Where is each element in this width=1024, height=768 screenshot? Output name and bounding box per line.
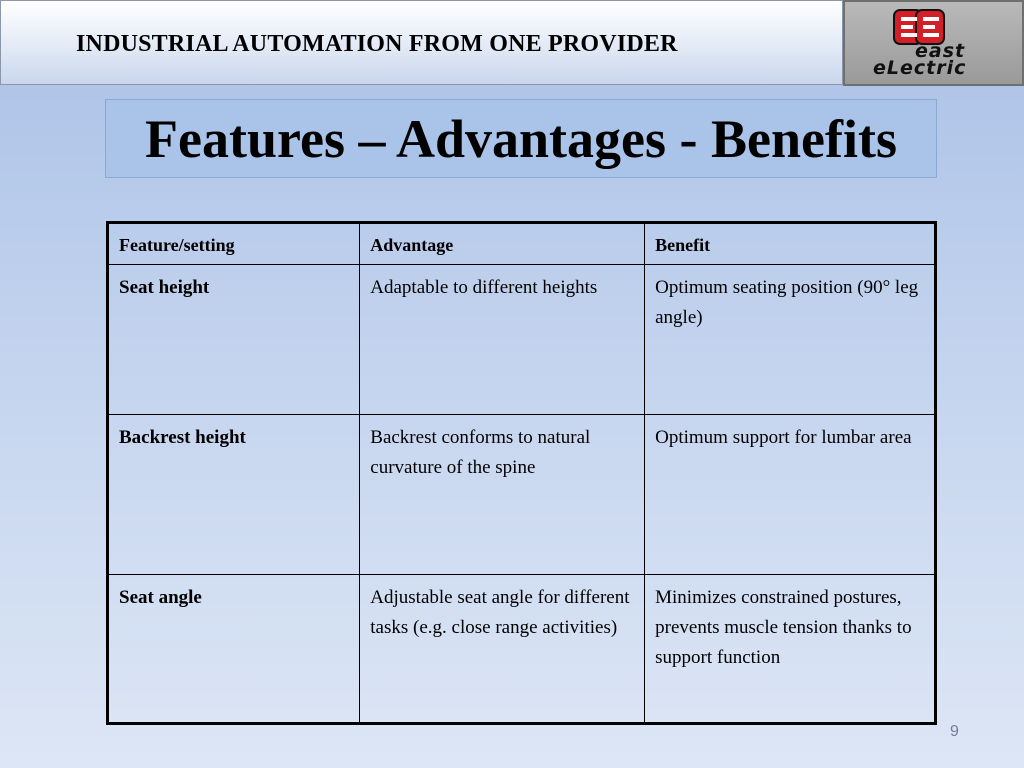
slide-title: Features – Advantages - Benefits <box>145 108 897 169</box>
logo-text-east: east <box>915 40 966 62</box>
feature-cell: Seat height <box>108 265 360 415</box>
page-number: 9 <box>950 723 959 740</box>
column-header-feature: Feature/setting <box>108 223 360 265</box>
advantage-cell: Adaptable to different heights <box>360 265 645 415</box>
feature-cell: Backrest height <box>108 415 360 575</box>
title-box <box>105 99 937 178</box>
table-row <box>108 265 936 415</box>
benefit-cell: Optimum support for lumbar area <box>645 415 936 575</box>
advantage-cell: Adjustable seat angle for different tasks (e.g. close range activities) <box>360 575 645 724</box>
features-table <box>106 221 937 725</box>
column-header-benefit: Benefit <box>645 223 936 265</box>
header-band <box>0 0 843 85</box>
table-row <box>108 415 936 575</box>
column-header-advantage: Advantage <box>360 223 645 265</box>
company-logo <box>843 0 1024 86</box>
table-header-row <box>108 223 936 265</box>
feature-cell: Seat angle <box>108 575 360 724</box>
logo-text-electric: eLectric <box>873 57 967 79</box>
header-tagline: INDUSTRIAL AUTOMATION FROM ONE PROVIDER <box>76 31 678 57</box>
table-row <box>108 575 936 724</box>
benefit-cell: Minimizes constrained postures, prevents muscle tension thanks to support function <box>645 575 936 724</box>
benefit-cell: Optimum seating position (90° leg angle) <box>645 265 936 415</box>
advantage-cell: Backrest conforms to natural curvature of the spine <box>360 415 645 575</box>
